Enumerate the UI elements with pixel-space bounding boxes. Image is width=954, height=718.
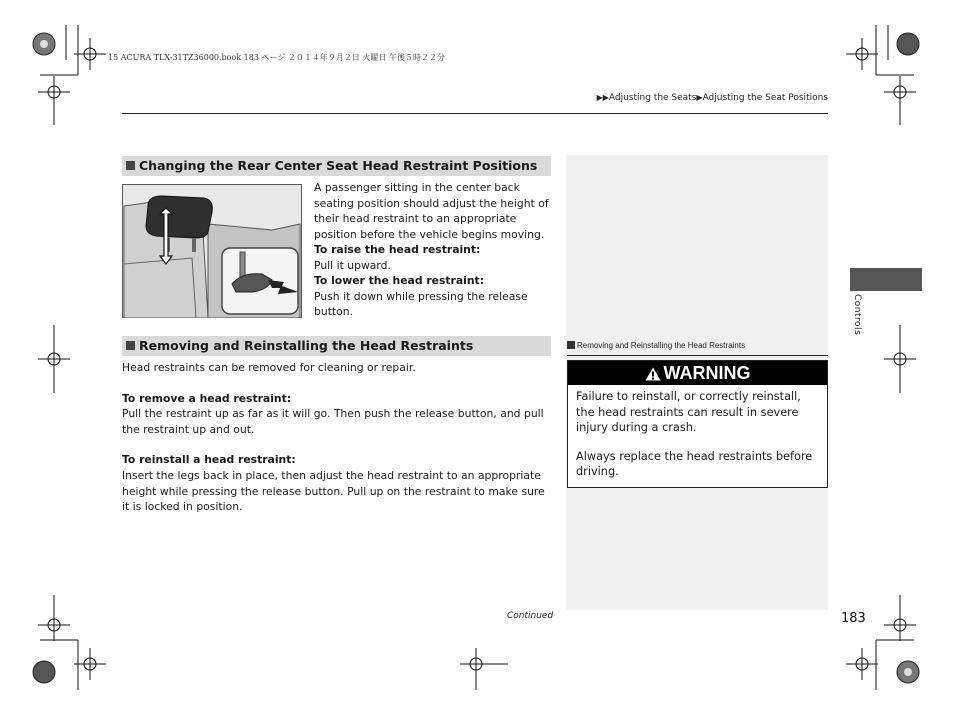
remove-label: To remove a head restraint: (122, 391, 292, 405)
note-reference-text: Removing and Reinstalling the Head Restraints (577, 341, 746, 350)
breadcrumb-prefix: ▶▶ (596, 93, 609, 102)
section1-heading (122, 156, 551, 176)
heading-square-icon (126, 341, 135, 350)
warning-header (568, 361, 827, 385)
section2-heading (122, 336, 551, 356)
continued-label: Continued (507, 611, 554, 621)
reference-arrow-icon (567, 341, 575, 349)
section2-title: Removing and Reinstalling the Head Restraints (139, 338, 474, 353)
breadcrumb-page: Adjusting the Seat Positions (702, 93, 828, 103)
lower-text: Push it down while pressing the release button. (314, 289, 528, 318)
page-number: 183 (841, 611, 866, 626)
warning-body (568, 385, 827, 480)
reinstall-text: Insert the legs back in place, then adjust the head restraint to an appropriate height while pressing the release button. Pull up on the restraint to make sure it is locked in position. (122, 468, 545, 514)
controls-tab-label: Controls (852, 294, 862, 336)
warning-title: WARNING (663, 363, 751, 383)
controls-tab[interactable] (850, 268, 922, 291)
reinstall-label: To reinstall a head restraint: (122, 453, 296, 467)
raise-text: Pull it upward. (314, 258, 391, 272)
section1-text (314, 180, 554, 320)
warning-triangle-icon (645, 367, 661, 381)
header-rule (122, 113, 828, 114)
breadcrumb-separator: ▶ (696, 93, 703, 102)
heading-square-icon (126, 161, 135, 170)
raise-label: To raise the head restraint: (314, 243, 481, 256)
warning-paragraph-2: Always replace the head restraints before driving. (576, 449, 813, 479)
warning-paragraph-1: Failure to reinstall, or correctly reinstall, the head restraints can result in severe injury during a crash. (576, 390, 801, 435)
breadcrumb (597, 93, 828, 103)
warning-box (567, 360, 828, 488)
note-rule (567, 355, 828, 356)
head-restraint-illustration (122, 184, 302, 318)
section1-title: Changing the Rear Center Seat Head Restraint Positions (139, 158, 538, 173)
section2-text (122, 360, 554, 515)
note-reference[interactable] (567, 341, 745, 350)
section2-intro: Head restraints can be removed for cleaning or repair. (122, 361, 416, 374)
lower-label: To lower the head restraint: (314, 274, 485, 287)
print-header: 15 ACURA TLX-31TZ36000.book 183 ページ ２０１４年９月２日 火曜日 午後５時２２分 (108, 53, 445, 62)
breadcrumb-section[interactable]: Adjusting the Seats (608, 93, 697, 103)
remove-text: Pull the restraint up as far as it will go. Then push the release button, and pull the restraint up and out. (122, 407, 544, 436)
section1-intro: A passenger sitting in the center back seating position should adjust the height of their head restraint to an appropriate position before the vehicle begins moving. (314, 181, 549, 241)
